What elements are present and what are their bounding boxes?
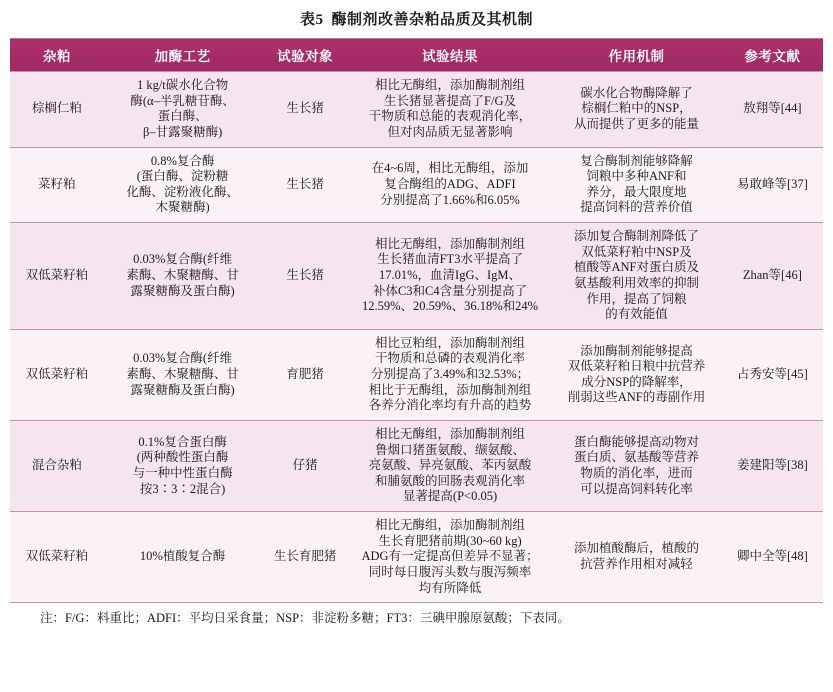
column-header-material: 杂粕 (10, 39, 104, 72)
cell-result (349, 147, 551, 223)
cell-line: 植酸等ANF对蛋白质及 (573, 260, 699, 275)
cell-line: 养分，最大限度地 (586, 184, 687, 199)
table-row (10, 512, 823, 603)
cell-reference: 占秀安等[45] (722, 329, 823, 420)
cell-line: 各养分消化率均有升高的趋势 (368, 398, 532, 413)
cell-reference: 易敢峰等[37] (722, 147, 823, 223)
cell-material: 棕榈仁粕 (10, 72, 104, 148)
cell-result (349, 72, 551, 148)
column-header-mechanism: 作用机制 (551, 39, 721, 72)
cell-material: 菜籽粕 (10, 147, 104, 223)
cell-line: 按3∶3∶2混合) (139, 481, 226, 496)
cell-line: 物质的消化率，进而 (580, 465, 693, 480)
table-number: 表5 (299, 12, 324, 28)
cell-line: 但对肉品质无显著影响 (387, 124, 513, 139)
cell-line: ADG有一定提高但差异不显著； (361, 549, 539, 564)
column-header-result: 试验结果 (349, 39, 551, 72)
column-header-subject: 试验对象 (261, 39, 348, 72)
cell-line: 作用，提高了饲粮 (586, 291, 687, 306)
cell-line: 蛋白酶、 (157, 109, 208, 124)
cell-result (349, 329, 551, 420)
cell-line: 双低菜籽粕日粮中抗营养 (567, 359, 706, 374)
cell-line: 酶(α–半乳糖苷酶、 (130, 93, 235, 108)
cell-line: 生长育肥猪前期(30~60 kg) (378, 533, 522, 548)
cell-line: 添加复合酶制剂降低了 (573, 229, 699, 243)
cell-process (104, 512, 262, 603)
cell-line: 素酶、木聚糖酶、甘 (126, 367, 239, 381)
cell-line: 木聚糖酶) (155, 200, 210, 215)
cell-line: 素酶、木聚糖酶、甘 (126, 268, 239, 283)
cell-line: 露聚糖酶及蛋白酶) (130, 283, 235, 298)
cell-line: 分别提高了3.49%和32.53%； (370, 367, 530, 381)
cell-line: 露聚糖酶及蛋白酶) (130, 382, 235, 397)
cell-process (104, 329, 262, 420)
cell-line: 复合酶制剂能够降解 (580, 153, 693, 168)
cell-line: β–甘露聚糖酶) (142, 124, 223, 139)
cell-line: (两种酸性蛋白酶 (136, 450, 229, 465)
cell-line: 0.03%复合酶(纤维 (133, 351, 233, 366)
table-note: 注：F/G：料重比；ADFI：平均日采食量；NSP：非淀粉多糖；FT3：三碘甲腺原氨酸；下表同。 (40, 611, 570, 626)
cell-reference: Zhan等[46] (722, 223, 823, 330)
column-header-process: 加酶工艺 (104, 39, 262, 72)
cell-reference: 姜建阳等[38] (722, 420, 823, 511)
cell-line: 从而提供了更多的能量 (573, 117, 699, 132)
cell-material: 双低菜籽粕 (10, 329, 104, 420)
cell-mechanism (551, 72, 721, 148)
cell-process (104, 147, 262, 223)
cell-line: 10%植酸复合酶 (139, 549, 226, 564)
table-row (10, 72, 823, 148)
cell-line: 17.01%，血清IgG、IgM、 (379, 268, 522, 283)
cell-line: 添加酶制剂能够提高 (580, 343, 693, 358)
cell-line: 0.1%复合蛋白酶 (138, 434, 227, 449)
cell-line: 相比于无酶组，添加酶制剂组 (368, 382, 532, 397)
cell-mechanism (551, 420, 721, 511)
cell-line: 相比无酶组，添加酶制剂组 (375, 78, 526, 92)
cell-line: 氨基酸利用效率的抑制 (573, 275, 699, 290)
cell-line: 同时每日腹泻头数与腹泻频率 (368, 564, 532, 579)
cell-mechanism (551, 223, 721, 330)
cell-mechanism (551, 512, 721, 603)
cell-line: 棕榈仁粕中的NSP， (581, 101, 692, 116)
table-row (10, 420, 823, 511)
cell-line: 相比无酶组，添加酶制剂组 (375, 236, 526, 251)
cell-line: 与一种中性蛋白酶 (132, 465, 233, 480)
cell-line: 和脯氨酸的回肠表观消化率 (375, 473, 526, 488)
table-row (10, 329, 823, 420)
cell-process (104, 223, 262, 330)
cell-line: 显著提高(P<0.05) (402, 489, 498, 504)
cell-line: 干物质和总能的表观消化率， (368, 109, 532, 124)
cell-material: 双低菜籽粕 (10, 223, 104, 330)
cell-line: 添加植酸酶后，植酸的 (573, 541, 699, 556)
enzyme-table (10, 38, 823, 603)
table-title: 酶制剂改善杂粕品质及其机制 (331, 12, 534, 28)
cell-mechanism (551, 329, 721, 420)
cell-subject: 生长猪 (261, 223, 348, 330)
cell-line: 饲粮中多种ANF和 (586, 169, 687, 184)
cell-line: 削弱这些ANF的毒副作用 (567, 390, 706, 405)
cell-line: 成分NSP的降解率， (581, 374, 692, 389)
cell-subject: 生长猪 (261, 147, 348, 223)
cell-line: 补体C3和C4含量分别提高了 (372, 283, 528, 298)
cell-line: 0.8%复合酶 (150, 153, 215, 168)
cell-line: 均有所降低 (418, 580, 482, 595)
table-caption (10, 0, 823, 38)
cell-line: 1 kg/t碳水化合物 (136, 78, 229, 92)
cell-result (349, 420, 551, 511)
cell-line: 双低菜籽粕中NSP及 (581, 244, 692, 259)
cell-line: 鲁烟口猪蛋氨酸、缬氨酸、 (375, 442, 526, 457)
cell-line: 蛋白酶能够提高动物对 (573, 434, 699, 449)
cell-line: 碳水化合物酶降解了 (580, 85, 693, 100)
cell-line: 生长猪显著提高了F/G及 (384, 93, 516, 108)
cell-process (104, 420, 262, 511)
table-header-row (10, 39, 823, 72)
cell-line: 亮氨酸、异亮氨酸、苯丙氨酸 (368, 458, 532, 473)
cell-subject: 育肥猪 (261, 329, 348, 420)
cell-line: 相比豆粕组，添加酶制剂组 (375, 335, 526, 350)
cell-line: 在4~6周，相比无酶组，添加 (371, 161, 529, 176)
cell-line: 的有效能值 (605, 307, 668, 322)
cell-result (349, 512, 551, 603)
cell-line: 干物质和总磷的表观消化率 (375, 351, 526, 366)
cell-mechanism (551, 147, 721, 223)
cell-subject: 仔猪 (261, 420, 348, 511)
cell-line: 提高饲料的营养价值 (580, 200, 693, 215)
table-row (10, 223, 823, 330)
cell-line: (蛋白酶、淀粉糖 (136, 169, 229, 184)
cell-result (349, 223, 551, 330)
cell-line: 可以提高饲料转化率 (580, 481, 693, 496)
cell-line: 相比无酶组，添加酶制剂组 (375, 518, 526, 532)
column-header-reference: 参考文献 (722, 39, 823, 72)
cell-line: 相比无酶组，添加酶制剂组 (375, 426, 526, 441)
cell-reference: 敖翔等[44] (722, 72, 823, 148)
cell-line: 蛋白质、氨基酸等营养 (573, 450, 699, 465)
cell-material: 双低菜籽粕 (10, 512, 104, 603)
cell-line: 抗营养作用相对减轻 (580, 557, 693, 572)
cell-line: 复合酶组的ADG、ADFI (384, 176, 516, 191)
cell-material: 混合杂粕 (10, 420, 104, 511)
cell-line: 分别提高了1.66%和6.05% (380, 192, 520, 207)
cell-subject: 生长育肥猪 (261, 512, 348, 603)
table-body (10, 72, 823, 603)
cell-line: 0.03%复合酶(纤维 (133, 252, 233, 267)
cell-reference: 卿中全等[48] (722, 512, 823, 603)
cell-line: 12.59%、20.59%、36.18%和24% (362, 299, 539, 314)
cell-line: 生长猪血清FT3水平提高了 (377, 252, 523, 267)
cell-line: 化酶、淀粉液化酶、 (126, 184, 239, 199)
table-row (10, 147, 823, 223)
cell-process (104, 72, 262, 148)
cell-subject: 生长猪 (261, 72, 348, 148)
